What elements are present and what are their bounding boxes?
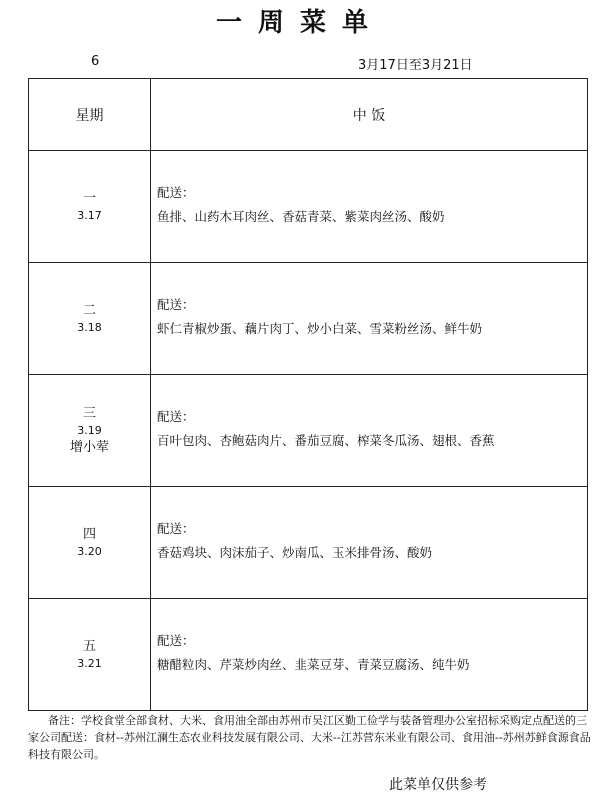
meal-label: 配送： (157, 184, 195, 200)
meal-items: 虾仁青椒炒蛋、藕片肉丁、炒小白菜、雪菜粉丝汤、鲜牛奶 (157, 320, 483, 336)
day-name: 二 (82, 302, 96, 318)
day-cell (29, 263, 151, 375)
day-cell (29, 151, 151, 263)
meal-label: 配送： (157, 520, 195, 536)
meal-cell (151, 151, 588, 263)
table-header-row (29, 79, 588, 151)
week-number: 6 (91, 54, 100, 69)
table-row (29, 599, 588, 711)
day-name: 五 (82, 638, 96, 654)
header-day: 星期 (29, 79, 151, 151)
reference-text: 此菜单仅供参考 (389, 777, 487, 793)
meal-items: 百叶包肉、杏鲍菇肉片、番茄豆腐、榨菜冬瓜汤、翅根、香蕉 (157, 432, 495, 448)
footnote: 备注：学校食堂全部食材、大米、食用油全部由苏州市吴江区勤工俭学与装备管理办公室招标采购定点配送的三家公司配送：食材--苏州江澜生态农业科技发展有限公司、大米--江苏营东米业有限公司、食用油--苏州苏鲜食源食品科技有限公司。 (28, 714, 591, 761)
page-title: 一周菜单 (215, 8, 384, 38)
day-extra: 增小荤 (69, 440, 109, 455)
meal-label: 配送： (157, 296, 195, 312)
day-date: 3.21 (77, 656, 102, 670)
meal-items: 糖醋粒肉、芹菜炒肉丝、韭菜豆芽、青菜豆腐汤、纯牛奶 (157, 656, 470, 672)
table-row (29, 375, 588, 487)
meal-cell (151, 263, 588, 375)
meal-items: 鱼排、山药木耳肉丝、香菇青菜、紫菜肉丝汤、酸奶 (157, 208, 445, 224)
meal-cell (151, 375, 588, 487)
table-row (29, 151, 588, 263)
day-date: 3.20 (77, 544, 102, 558)
meal-label: 配送： (157, 408, 195, 424)
table-row (29, 487, 588, 599)
day-cell (29, 487, 151, 599)
date-range: 3月17日至3月21日 (358, 58, 473, 73)
day-cell (29, 599, 151, 711)
meal-items: 香菇鸡块、肉沫茄子、炒南瓜、玉米排骨汤、酸奶 (157, 544, 433, 560)
day-date: 3.17 (77, 208, 102, 222)
meal-label: 配送： (157, 632, 195, 648)
meal-cell (151, 599, 588, 711)
day-name: 三 (82, 406, 96, 421)
day-date: 3.18 (77, 320, 102, 334)
day-name: 四 (82, 526, 96, 542)
header-lunch: 中 饭 (151, 79, 588, 151)
table-row (29, 263, 588, 375)
meal-cell (151, 487, 588, 599)
day-name: 一 (82, 190, 96, 206)
menu-table (28, 78, 588, 711)
day-cell (29, 375, 151, 487)
day-date: 3.19 (77, 424, 102, 437)
